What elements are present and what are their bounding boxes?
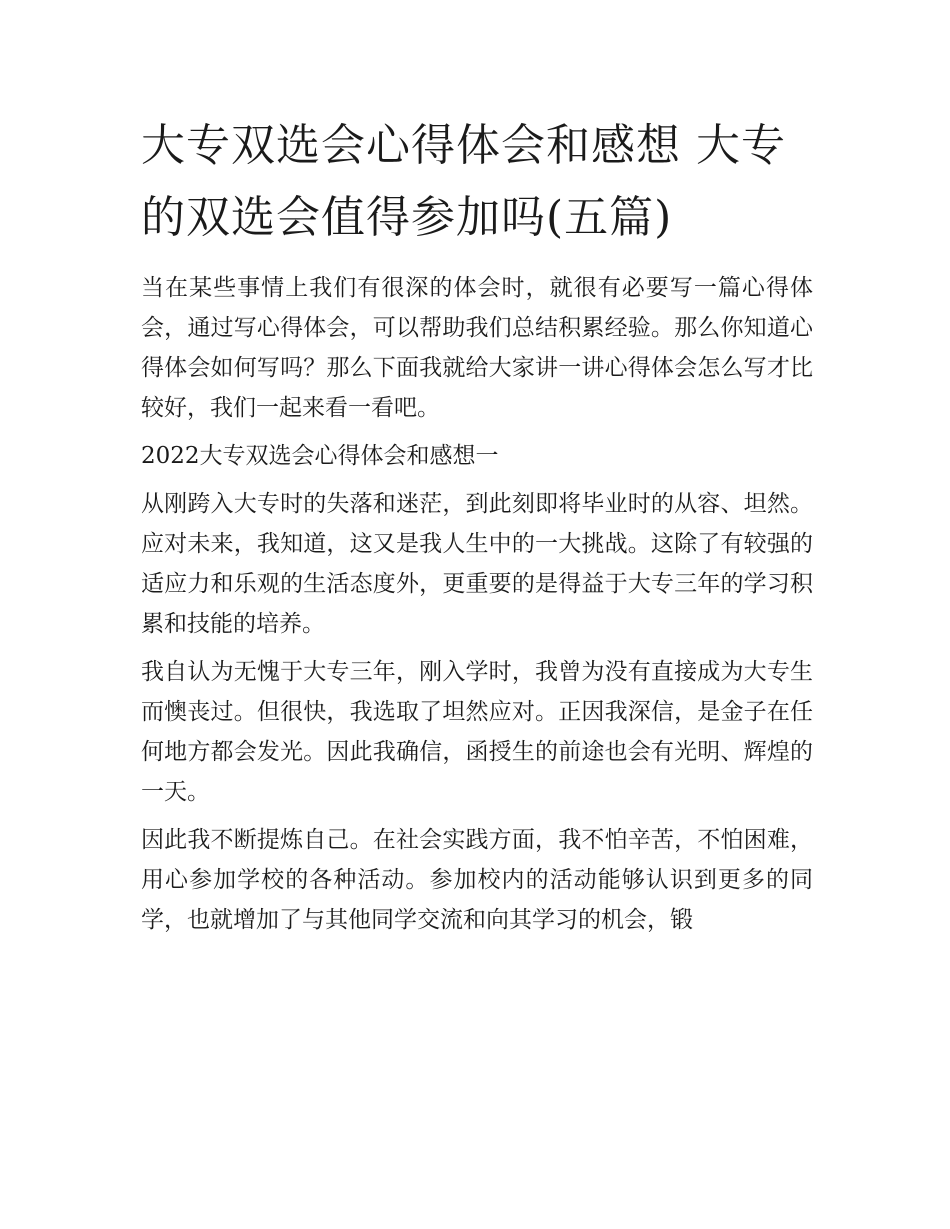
body-paragraph: 我自认为无愧于大专三年，刚入学时，我曾为没有直接成为大专生而懊丧过。但很快，我选取了坦然应对。正因我深信，是金子在任何地方都会发光。因此我确信，函授生的前途也会有光明、辉煌的一天。 [141, 659, 813, 805]
body-paragraph: 从刚跨入大专时的失落和迷茫，到此刻即将毕业时的从容、坦然。应对未来，我知道，这又是我人生中的一大挑战。这除了有较强的适应力和乐观的生活态度外，更重要的是得益于大专三年的学习积累和技能的培养。 [141, 491, 813, 637]
document-title: 大专双选会心得体会和感想 大专的双选会值得参加吗(五篇) [141, 120, 786, 243]
document-body [141, 268, 813, 940]
section-heading: 2022大专双选会心得体会和感想一 [141, 443, 499, 469]
document-content [141, 110, 813, 948]
body-paragraph: 因此我不断提炼自己。在社会实践方面，我不怕辛苦，不怕困难，用心参加学校的各种活动。参加校内的活动能够认识到更多的同学，也就增加了与其他同学交流和向其学习的机会，锻 [141, 827, 813, 933]
intro-paragraph: 当在某些事情上我们有很深的体会时，就很有必要写一篇心得体会，通过写心得体会，可以帮助我们总结积累经验。那么你知道心得体会如何写吗？那么下面我就给大家讲一讲心得体会怎么写才比较好，我们一起来看一看吧。 [141, 275, 813, 421]
